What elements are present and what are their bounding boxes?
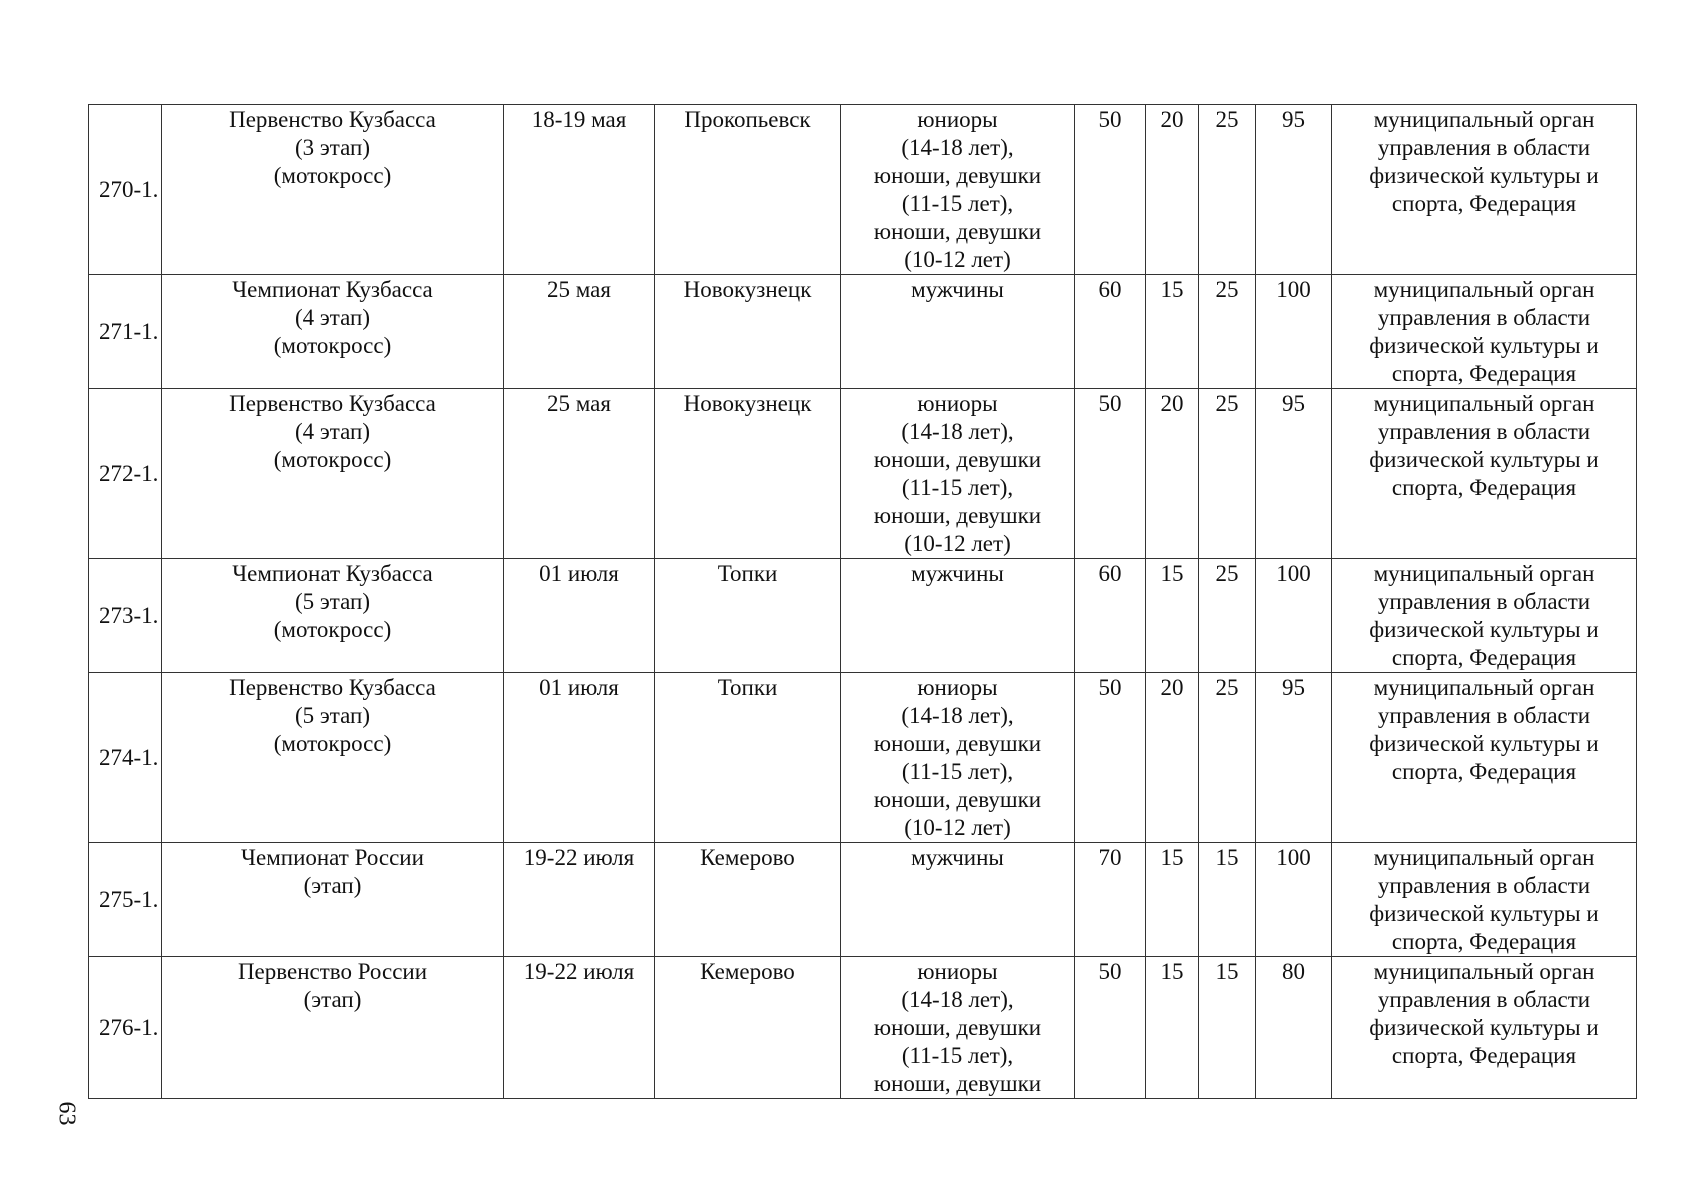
row-number: 275-1. — [89, 843, 162, 957]
table-row — [89, 275, 1637, 389]
count-total: 100 — [1256, 275, 1332, 389]
event-place: Прокопьевск — [655, 105, 841, 275]
events-table — [88, 104, 1637, 1099]
participant-group: юниоры (14-18 лет), юноши, девушки (11-15 лет), юноши, девушки (10-12 лет) — [841, 389, 1075, 559]
count-total: 95 — [1256, 673, 1332, 843]
participant-group: мужчины — [841, 559, 1075, 673]
count-3: 25 — [1199, 673, 1256, 843]
count-1: 50 — [1075, 389, 1146, 559]
row-number: 272-1. — [89, 389, 162, 559]
row-number: 274-1. — [89, 673, 162, 843]
count-2: 15 — [1146, 957, 1199, 1099]
count-3: 25 — [1199, 275, 1256, 389]
table-row — [89, 389, 1637, 559]
participant-group: юниоры (14-18 лет), юноши, девушки (11-15 лет), юноши, девушки — [841, 957, 1075, 1099]
organizer: муниципальный орган управления в области физической культуры и спорта, Федерация — [1332, 389, 1637, 559]
event-place: Кемерово — [655, 843, 841, 957]
count-2: 15 — [1146, 275, 1199, 389]
event-date: 01 июля — [504, 559, 655, 673]
event-date: 19-22 июля — [504, 843, 655, 957]
organizer: муниципальный орган управления в области физической культуры и спорта, Федерация — [1332, 275, 1637, 389]
event-place: Новокузнецк — [655, 275, 841, 389]
participant-group: мужчины — [841, 275, 1075, 389]
table-row — [89, 559, 1637, 673]
count-1: 60 — [1075, 275, 1146, 389]
event-name: Первенство Кузбасса (4 этап) (мотокросс) — [162, 389, 504, 559]
count-total: 95 — [1256, 389, 1332, 559]
table-row — [89, 673, 1637, 843]
row-number: 270-1. — [89, 105, 162, 275]
count-2: 15 — [1146, 843, 1199, 957]
count-3: 25 — [1199, 389, 1256, 559]
event-date: 18-19 мая — [504, 105, 655, 275]
organizer: муниципальный орган управления в области физической культуры и спорта, Федерация — [1332, 559, 1637, 673]
table-row — [89, 105, 1637, 275]
event-name: Первенство России (этап) — [162, 957, 504, 1099]
count-3: 25 — [1199, 559, 1256, 673]
count-3: 25 — [1199, 105, 1256, 275]
page-number: 63 — [53, 1101, 80, 1126]
count-2: 20 — [1146, 105, 1199, 275]
organizer: муниципальный орган управления в области физической культуры и спорта, Федерация — [1332, 957, 1637, 1099]
event-name: Чемпионат России (этап) — [162, 843, 504, 957]
count-3: 15 — [1199, 957, 1256, 1099]
event-name: Первенство Кузбасса (3 этап) (мотокросс) — [162, 105, 504, 275]
event-place: Новокузнецк — [655, 389, 841, 559]
table-row — [89, 843, 1637, 957]
event-name: Чемпионат Кузбасса (5 этап) (мотокросс) — [162, 559, 504, 673]
count-2: 15 — [1146, 559, 1199, 673]
count-3: 15 — [1199, 843, 1256, 957]
row-number: 273-1. — [89, 559, 162, 673]
event-date: 25 мая — [504, 275, 655, 389]
event-place: Топки — [655, 559, 841, 673]
count-1: 50 — [1075, 105, 1146, 275]
event-place: Топки — [655, 673, 841, 843]
row-number: 276-1. — [89, 957, 162, 1099]
event-name: Первенство Кузбасса (5 этап) (мотокросс) — [162, 673, 504, 843]
count-1: 60 — [1075, 559, 1146, 673]
participant-group: юниоры (14-18 лет), юноши, девушки (11-15 лет), юноши, девушки (10-12 лет) — [841, 673, 1075, 843]
event-place: Кемерово — [655, 957, 841, 1099]
count-total: 100 — [1256, 559, 1332, 673]
count-2: 20 — [1146, 389, 1199, 559]
organizer: муниципальный орган управления в области физической культуры и спорта, Федерация — [1332, 673, 1637, 843]
table-row — [89, 957, 1637, 1099]
participant-group: юниоры (14-18 лет), юноши, девушки (11-15 лет), юноши, девушки (10-12 лет) — [841, 105, 1075, 275]
event-name: Чемпионат Кузбасса (4 этап) (мотокросс) — [162, 275, 504, 389]
event-date: 01 июля — [504, 673, 655, 843]
count-total: 100 — [1256, 843, 1332, 957]
count-1: 70 — [1075, 843, 1146, 957]
row-number: 271-1. — [89, 275, 162, 389]
event-date: 25 мая — [504, 389, 655, 559]
count-1: 50 — [1075, 673, 1146, 843]
organizer: муниципальный орган управления в области физической культуры и спорта, Федерация — [1332, 105, 1637, 275]
count-1: 50 — [1075, 957, 1146, 1099]
count-total: 95 — [1256, 105, 1332, 275]
event-date: 19-22 июля — [504, 957, 655, 1099]
count-total: 80 — [1256, 957, 1332, 1099]
participant-group: мужчины — [841, 843, 1075, 957]
organizer: муниципальный орган управления в области физической культуры и спорта, Федерация — [1332, 843, 1637, 957]
count-2: 20 — [1146, 673, 1199, 843]
